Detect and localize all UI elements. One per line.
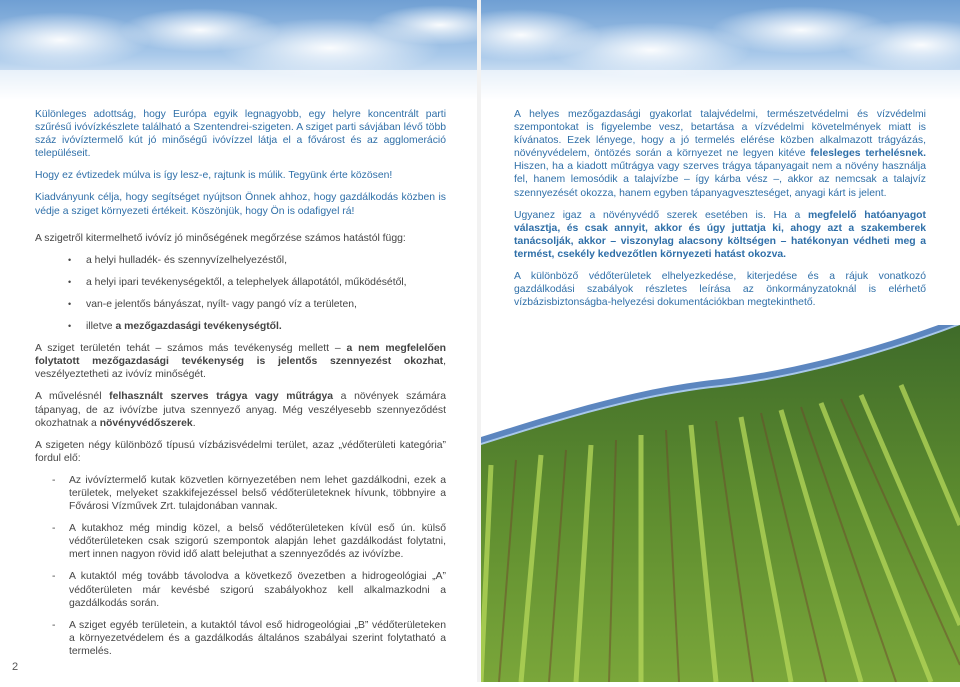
left-column [35, 108, 446, 667]
pesticide-paragraph [514, 209, 926, 261]
protection-zones-list [35, 474, 446, 658]
p5-post: , veszélyeztetheti az ivóvíz minőségét. [35, 356, 446, 381]
call-to-action: Hogy ez évtizedek múlva is így lesz-e, rajtunk is múlik. Tegyünk érte közösen! [35, 170, 393, 182]
p6-post: . [192, 417, 196, 429]
crop-field-photo [481, 325, 960, 682]
bullet4-pre: illetve [86, 321, 116, 333]
p2-bold: megfelelő hatóanyagot választja, és csak annyit, akkor és úgy juttatja ki, ahogy azt a szakemberek tanácsolják, akkor – viszonylag alacsony költségen – hatékonyan védheti meg a termést, csekély kedvezőtlen környezeti hatást okozva. [514, 209, 926, 260]
list-item: • van-e jelentős bányászat, nyílt- vagy pangó víz a területen, [35, 298, 446, 311]
bullet4-bold: a mezőgazdasági tevékenységtől. [115, 321, 282, 333]
publication-purpose: Kiadványunk célja, hogy segítséget nyújtson Önnek ahhoz, hogy gazdálkodás közben is védje a sziget környezeti értékeit. Köszönjük, hogy Ön is odafigyel rá! [35, 192, 446, 217]
p1-rest: Hiszen, ha a kiadott műtrágya vagy szerves trágya tápanyagait nem a növény használja fel, hanem lemosódik a talajvízbe – így kárba vész –, akkor az nemcsak a talajvíz szennyezését okozza, hanem egyben tápanyagveszteséget, anyagi kárt is jelent. [514, 161, 926, 199]
good-practice-paragraph [514, 108, 926, 200]
p5-pre: A sziget területén tehát – számos más tevékenység mellett – [35, 343, 347, 355]
list-item: - A kutaktól még tovább távolodva a következő övezetben a hidrogeológiai „A” védőterületen már kevésbé szigorú szabályokhoz kell alkalmazkodni a gazdálkodás során. [35, 570, 446, 609]
page-number: 2 [12, 661, 19, 673]
documentation-paragraph: A különböző védőterületek elhelyezkedése, kiterjedése és a rájuk vonatkozó gazdálkodási szabályok részletes leírása az önkormányzatoknál is elérhető vízbázisbiztonságba-helyezési dokumentációkban megtekinthető. [514, 271, 926, 309]
p1-text: A helyes mezőgazdasági gyakorlat talajvédelmi, természetvédelmi és vízvédelmi szempontokat is figyelembe vesz, betartása a vízvédelmi követelmények miatt is kívánatos. Ezek lényege, hogy a jó termelés elérése közben alkalmazott trágyázás, növényvédelem, öntözés során a környezet ne legyen kitéve [514, 109, 926, 160]
agriculture-paragraph [35, 342, 446, 381]
p6-bold1: felhasznált szerves trágya vagy műtrágya [109, 391, 334, 403]
protection-zones-intro: A szigeten négy különböző típusú vízbázisvédelmi terület, azaz „védőterületi kategória” fordul elő: [35, 439, 446, 464]
p6-pre: A művelésnél [35, 391, 110, 403]
fertilizer-paragraph [35, 390, 446, 429]
sky-banner-left [0, 0, 477, 100]
right-column [514, 108, 926, 318]
influence-list [35, 254, 446, 333]
sky-banner-right [481, 0, 960, 100]
p6-bold2: növényvédőszerek [99, 417, 193, 429]
list-item: - A sziget egyéb területein, a kutaktól távol eső hidrogeológiai „B” védőterületeken a környezetvédelem és a gazdálkodás általános szabályai szerint folytatható a termelés. [35, 619, 446, 658]
p6-mid: a növények számára tápanyag, de az ivóvízbe jutva szennyező anyag. Még veszélyesebb szennyeződést okozhatnak a [35, 391, 446, 429]
list-item: • a helyi hulladék- és szennyvízelhelyezéstől, [35, 254, 446, 267]
p1-bold: felesleges terhelésnek. [810, 148, 926, 160]
p2-pre: Ugyanez igaz a növényvédő szerek esetében is. Ha a [514, 209, 809, 221]
quality-intro: A szigetről kitermelhető ivóvíz jó minőségének megőrzése számos hatástól függ: [35, 232, 406, 244]
list-item [35, 320, 446, 333]
p5-bold: a nem megfelelően folytatott mezőgazdasági tevékenység is jelentős szennyezést okozhat [35, 343, 446, 368]
list-item: - Az ivóvíztermelő kutak közvetlen környezetében nem lehet gazdálkodni, ezek a területek, melyeket szakkifejezéssel belső védőterületeknek hívunk, többnyire a Fővárosi Vízművek Zrt. tulajdonában vannak. [35, 474, 446, 513]
list-item: • a helyi ipari tevékenységektől, a telephelyek állapotától, működésétől, [35, 276, 446, 289]
list-item: - A kutakhoz még mindig közel, a belső védőterületeken kívül eső ún. külső védőterületeken csak szigorú szempontok alapján lehet gazdálkodást folytatni, mert innen nagyon rövid idő alatt belejuthat a szennyeződés az ivóvízbe. [35, 522, 446, 561]
intro-paragraph: Különleges adottság, hogy Európa egyik legnagyobb, egy helyre koncentrált parti szűrésű ivóvízkészlete található a Szentendrei-szigeten. A sziget parti sávjában lévő több száz ivóvíztermelő kút jó minőségű ivóvízzel látja el a fővárost és az agglomeráció településeit. [35, 109, 446, 160]
